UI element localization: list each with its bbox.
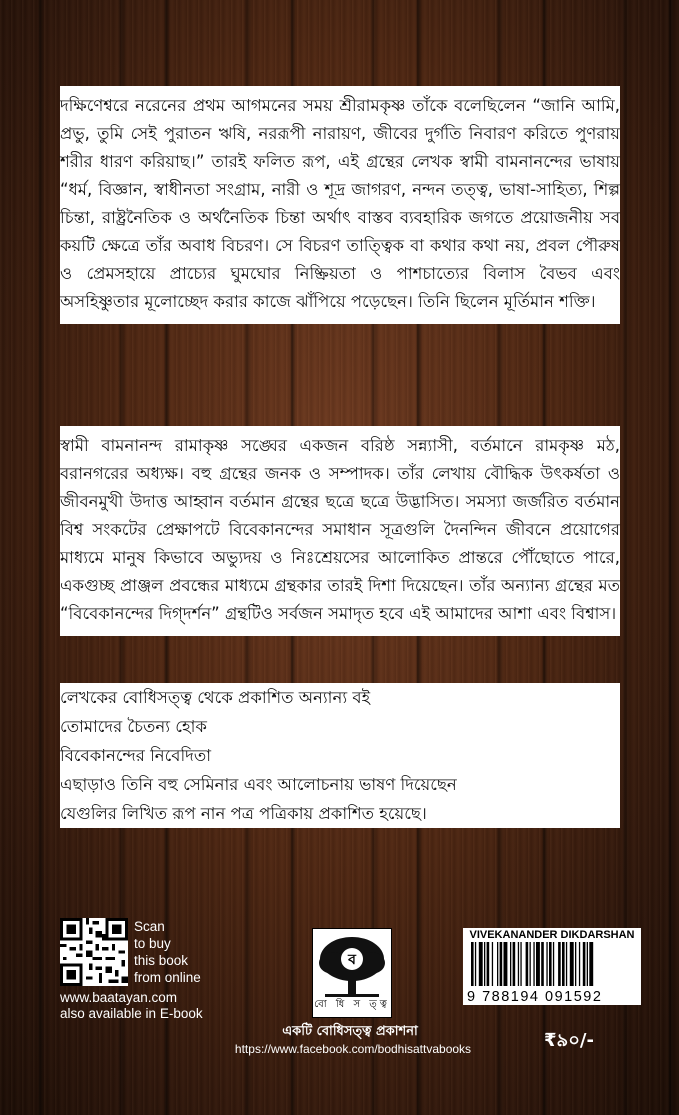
barcode-bar [530,942,531,986]
barcode-bar [583,942,586,986]
qr-block [60,918,236,1022]
barcode-bar [484,942,485,986]
barcode-bar [500,942,503,986]
qr-code-icon[interactable] [60,918,128,986]
logo-letter: ব [348,952,356,968]
barcode-bar [475,942,476,986]
tree-icon [313,929,391,1001]
barcode-bar [562,942,565,986]
other-books-note-line-1: এছাড়াও তিনি বহু সেমিনার এবং আলোচনায় ভাষণ দিয়েছেন [60,770,457,799]
barcode-bar [541,942,544,986]
qr-caption-line-3: this book [134,953,189,968]
other-book-item-2: বিবেকানন্দের নিবেদিতা [60,741,211,770]
qr-caption-line-4: from online [134,970,201,985]
barcode-bars-icon [471,942,633,986]
other-books-list [60,683,620,828]
other-book-item-1: তোমাদের চৈতন্য হোক [60,712,207,741]
other-books-note-line-2: যেগুলির লিখিত রূপ নান পত্র পত্রিকায় প্রকাশিত হয়েছে। [60,799,427,828]
website-link[interactable]: www.baatayan.com [60,990,178,1005]
price: ₹৯০/- [544,1030,594,1051]
barcode-bar [526,942,529,986]
barcode-bar [504,942,508,986]
barcode-bar [533,942,534,986]
barcode-title: VIVEKANANDER DIKDARSHAN [469,929,635,941]
barcode-bar [471,942,474,986]
barcode-bar [566,942,567,986]
description-paragraph-1: দক্ষিণেশ্বরে নরেনের প্রথম আগমনের সময় শ্রীরামকৃষ্ণ তাঁকে বলেছিলেন “জানি আমি, প্রভু, তুমি সেই পুরাতন ঋষি, নররূপী নারায়ণ, জীবের দুর্গতি নিবারণ করিতে পুণরায় শরীর ধারণ করিয়াছ।” তারই ফলিত রূপ, এই গ্রন্থের লেখক স্বামী বামনানন্দের ভাষায় “ধর্ম, বিজ্ঞান, স্বাধীনতা সংগ্রাম, নারী ও শূদ্র জাগরণ, নন্দন তত্ত্ব, ভাষা-সাহিত্য, শিল্প চিন্তা, রাষ্ট্রনৈতিক ও অর্থনৈতিক চিন্তা অর্থাৎ বাস্তব ব্যবহারিক জগতে প্রয়োজনীয় সব কয়টি ক্ষেত্রে তাঁর অবাধ বিচরণ। সে বিচরণ তাত্ত্বিক বা কথার কথা নয়, প্রবল পৌরুষ ও প্রেমসহায়ে প্রাচ্যের ঘুমঘোর নিষ্ক্রিয়তা ও পাশচাত্যের বিলাস বৈভব এবং অসহিষ্ণুতার মূলোচ্ছেদ করার কাজে ঝাঁপিয়ে পড়েছেন। তিনি ছিলেন মূর্তিমান শক্তি। [60,86,620,324]
barcode-bar [510,942,511,986]
publisher-logo [312,928,392,1018]
other-books-heading: লেখকের বোধিসত্ত্ব থেকে প্রকাশিত অন্যান্য বই [60,683,370,712]
barcode-bar [479,942,483,986]
barcode-bar [553,942,554,986]
barcode-bar [575,942,576,986]
barcode-bar [589,942,593,986]
barcode [463,928,641,1005]
facebook-link[interactable]: https://www.facebook.com/bodhisattvabooks [234,1042,472,1056]
qr-caption-line-2: to buy [134,936,171,951]
isbn-number: 9 788194 091592 [467,989,603,1005]
barcode-bar [536,942,540,986]
barcode-bar [549,942,552,986]
description-paragraph-2: স্বামী বামনানন্দ রামাকৃষ্ণ সঙ্ঘের একজন বরিষ্ঠ সন্ন্যাসী, বর্তমানে রামকৃষ্ণ মঠ, বরানগরের অধ্যক্ষ। বহু গ্রন্থের জনক ও সম্পাদক। তাঁর লেখায় বৌদ্ধিক উৎকর্ষতা ও জীবনমুখী উদাত্ত আহ্বান বর্তমান গ্রন্থের ছত্রে ছত্রে উদ্ভাসিত। সমস্যা জর্জরিত বর্তমান বিশ্ব সংকটের প্রেক্ষাপটে বিবেকানন্দের সমাধান সূত্রগুলি দৈনন্দিন জীবনে প্রয়োগের মাধ্যমে মানুষ কিভাবে অভ্যুদয় ও নিঃশ্রেয়সের আলোকিত প্রান্তরে পৌঁছোতে পারে, একগুচ্ছ প্রাঞ্জল প্রবন্ধের মাধ্যমে গ্রন্থকার তারই দিশা দিয়েছেন। তাঁর অন্যান্য গ্রন্থের মত “বিবেকানন্দের দিগ্‌দর্শন” গ্রন্থটিও সর্বজন সমাদৃত হবে এই আমাদের আশা এবং বিশ্বাস। [60,426,620,636]
barcode-bar [546,942,547,986]
publisher-name: একটি বোধিসত্ত্ব প্রকাশনা [282,1024,418,1039]
barcode-bar [579,942,580,986]
barcode-bar [587,942,588,986]
barcode-bar [570,942,574,986]
barcode-bar [497,942,498,986]
logo-caption: বো ধি স ত্ত্ব [314,999,390,1010]
barcode-bar [492,942,493,986]
ebook-note: also available in E-book [60,1006,203,1021]
qr-caption-line-1: Scan [134,919,165,934]
barcode-bar [520,942,521,986]
barcode-bar [487,942,490,986]
barcode-bar [518,942,519,986]
barcode-bar [513,942,516,986]
barcode-bar [558,942,561,986]
